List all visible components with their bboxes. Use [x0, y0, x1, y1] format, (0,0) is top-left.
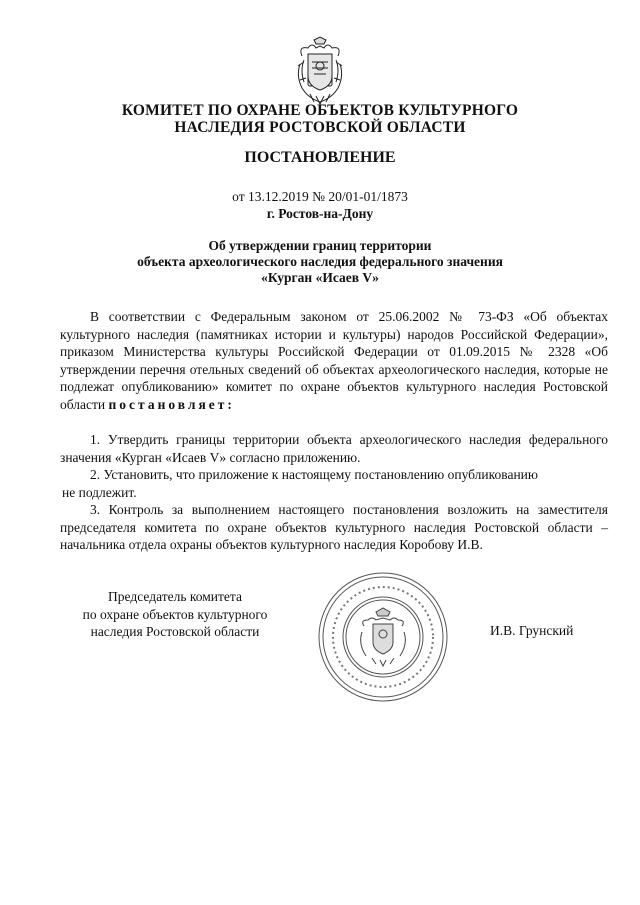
position-line-2: по охране объектов культурного [82, 606, 268, 622]
org-line-2: НАСЛЕДИЯ РОСТОВСКОЙ ОБЛАСТИ [174, 119, 466, 136]
decree-items [60, 431, 608, 554]
organization-name [60, 102, 580, 136]
item-3: 3. Контроль за выполнением настоящего постановления возложить на заместителя председателя комитета по охране объектов культурного наследия Ростовской области – начальника отдела охраны объектов культурного наследия Коробову И.В. [60, 502, 608, 552]
item-2-text: 2. Установить, что приложение к настоящему постановлению опубликованию [90, 467, 538, 482]
coat-of-arms-emblem [294, 36, 346, 108]
document-type: ПОСТАНОВЛЕНИЕ [244, 149, 396, 166]
org-line-1: КОМИТЕТ ПО ОХРАНЕ ОБЪЕКТОВ КУЛЬТУРНОГО [121, 102, 519, 119]
signatory-name: И.В. Грунский [490, 623, 574, 638]
official-seal-icon [316, 570, 450, 704]
decree-word: постановляет: [108, 396, 235, 412]
subject-line-1: Об утверждении границ территории [208, 238, 432, 253]
item-1: 1. Утвердить границы территории объекта археологического наследия федерального значения «Курган «Исаев V» согласно приложению. [60, 432, 608, 465]
signatory-position [60, 588, 290, 641]
preamble-paragraph [60, 308, 608, 413]
item-2 [60, 466, 608, 501]
preamble-text: В соответствии с Федеральным законом от 25.06.2002 № 73-ФЗ «Об объектах культурного наследия (памятниках истории и культуры) народов Российской Федерации», приказом Министерства культуры Российской Федерации от 01.09.2015 № 2328 «Об утверждении перечня отельных сведений об объектах археологического наследия, которые не подлежат опубликованию» комитет по охране объектов культурного наследия Ростовской области [60, 309, 608, 412]
item-2-tail: не подлежит. [62, 484, 137, 500]
position-line-1: Председатель комитета [108, 589, 242, 604]
document-subject [100, 238, 540, 286]
subject-line-3: «Курган «Исаев V» [261, 270, 379, 285]
city: г. Ростов-на-Дону [266, 206, 374, 221]
subject-line-2: объекта археологического наследия федерального значения [137, 254, 503, 269]
date-number: от 13.12.2019 № 20/01-01/1873 [232, 189, 408, 204]
position-line-3: наследия Ростовской области [90, 624, 260, 639]
